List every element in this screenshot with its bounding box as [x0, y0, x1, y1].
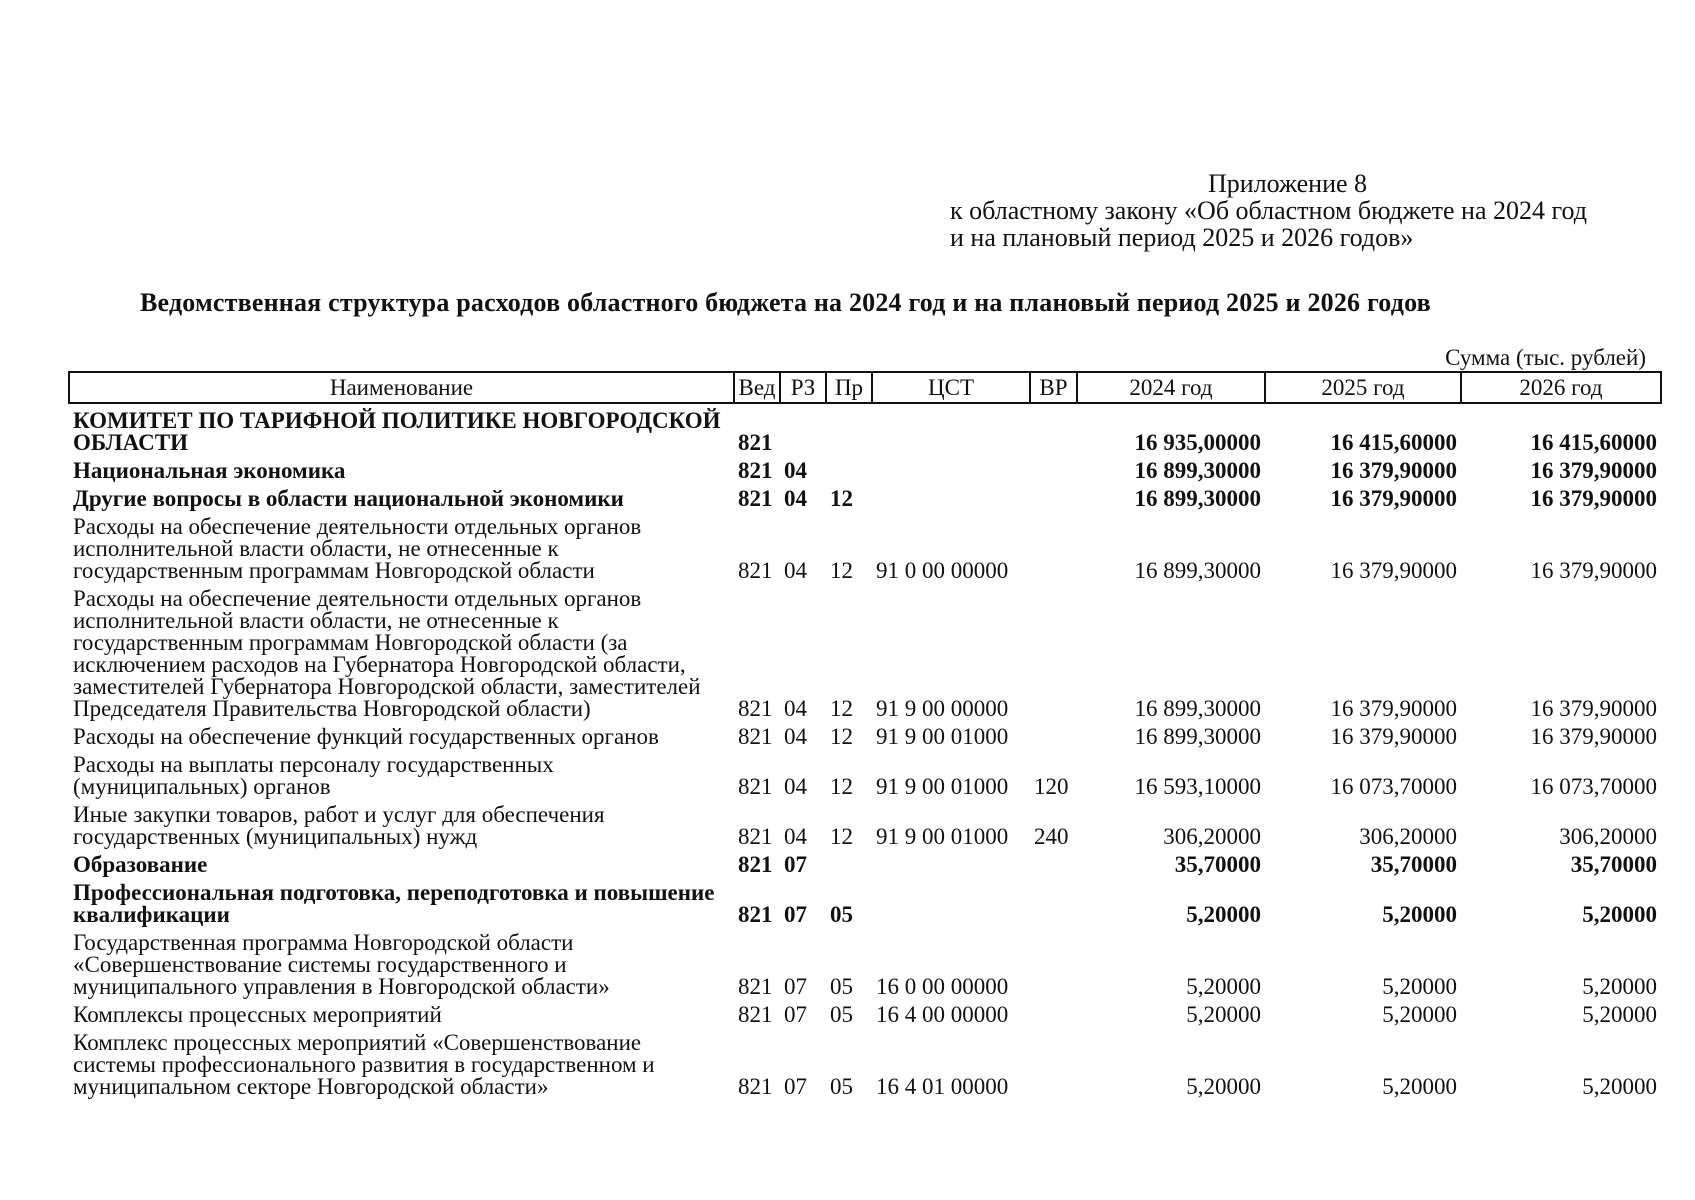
cell-rz: 07	[784, 852, 807, 877]
cell-pr	[826, 403, 872, 456]
cell-cst: 16 4 00 00000	[876, 1002, 1009, 1027]
cell-cst: 91 9 00 01000	[876, 724, 1009, 749]
cell-2026: 16 415,60000	[1530, 430, 1657, 455]
cell-cst: 91 9 00 01000	[876, 774, 1009, 799]
cell-pr: 12	[830, 724, 853, 749]
cell-2026: 16 379,90000	[1530, 696, 1657, 721]
table-row	[69, 722, 1661, 750]
cell-cst: 91 0 00 00000	[876, 558, 1009, 583]
cell-ved: 821	[738, 558, 773, 583]
cell-name: КОМИТЕТ ПО ТАРИФНОЙ ПОЛИТИКЕ НОВГОРОДСКОЙ ОБЛАСТИ	[73, 408, 721, 455]
cell-2025: 16 379,90000	[1330, 696, 1457, 721]
units-note: Сумма (тыс. рублей)	[1445, 345, 1646, 370]
cell-rz: 04	[784, 724, 807, 749]
appendix-line-1: к областному закону «Об областном бюджете на 2024 год	[950, 196, 1587, 225]
cell-2024: 5,20000	[1186, 974, 1261, 999]
header-cst: ЦСТ	[872, 372, 1030, 403]
cell-pr: 12	[830, 774, 853, 799]
document-title: Ведомственная структура расходов областного бюджета на 2024 год и на плановый период 2025 и 2026 годов	[140, 288, 1431, 317]
cell-rz: 07	[784, 974, 807, 999]
cell-2024: 16 899,30000	[1134, 486, 1261, 511]
cell-vr	[1030, 850, 1077, 878]
cell-rz	[780, 403, 826, 456]
header-2025: 2025 год	[1265, 372, 1461, 403]
cell-cst	[872, 456, 1030, 484]
cell-ved: 821	[738, 458, 773, 483]
cell-vr	[1030, 722, 1077, 750]
cell-2026: 5,20000	[1582, 974, 1657, 999]
table-row	[69, 584, 1661, 722]
cell-2024: 5,20000	[1186, 1002, 1261, 1027]
cell-cst: 91 9 00 00000	[876, 696, 1009, 721]
header-name: Наименование	[69, 372, 734, 403]
cell-2024: 16 899,30000	[1134, 724, 1261, 749]
cell-2024: 35,70000	[1174, 852, 1261, 877]
cell-ved: 821	[738, 696, 773, 721]
cell-ved: 821	[738, 430, 773, 455]
cell-2024: 16 935,00000	[1134, 430, 1261, 455]
cell-2026: 5,20000	[1582, 1002, 1657, 1027]
cell-rz: 04	[784, 824, 807, 849]
cell-name: Государственная программа Новгородской области «Совершенствование системы государственного и муниципального управления в Новгородской области»	[73, 930, 610, 999]
cell-ved: 821	[738, 724, 773, 749]
header-2024: 2024 год	[1077, 372, 1265, 403]
table-row	[69, 1000, 1661, 1028]
cell-pr	[826, 456, 872, 484]
cell-pr: 12	[830, 696, 853, 721]
cell-2025: 16 073,70000	[1330, 774, 1457, 799]
cell-pr: 12	[830, 486, 853, 511]
cell-ved: 821	[738, 974, 773, 999]
cell-vr	[1030, 1028, 1077, 1100]
appendix-title: Приложение 8	[1208, 169, 1368, 198]
cell-vr	[1030, 512, 1077, 584]
cell-ved: 821	[738, 902, 773, 927]
cell-2024: 16 593,10000	[1134, 774, 1261, 799]
cell-name: Иные закупки товаров, работ и услуг для обеспечения государственных (муниципальных) нужд	[73, 802, 605, 849]
cell-rz: 04	[784, 486, 807, 511]
cell-pr	[826, 850, 872, 878]
cell-name: Расходы на обеспечение деятельности отдельных органов исполнительной власти области, не отнесенные к государственным программам Новгородской области (за исключением расходов на Губернатора Новгородской области, заместителей Губернатора Новгородской области, заместителей Председателя Правительства Новгородской области)	[73, 586, 701, 721]
cell-ved: 821	[738, 1002, 773, 1027]
header-pr: Пр	[826, 372, 872, 403]
appendix-note	[950, 170, 1670, 251]
cell-name: Профессиональная подготовка, переподготовка и повышение квалификации	[73, 880, 715, 927]
cell-2025: 306,20000	[1359, 824, 1457, 849]
cell-2024: 5,20000	[1186, 902, 1261, 927]
cell-vr	[1030, 584, 1077, 722]
cell-cst	[872, 484, 1030, 512]
table-row	[69, 512, 1661, 584]
cell-name: Расходы на обеспечение функций государственных органов	[73, 724, 659, 749]
cell-vr: 120	[1034, 774, 1069, 799]
cell-pr: 12	[830, 824, 853, 849]
cell-cst	[872, 403, 1030, 456]
table-row	[69, 403, 1661, 456]
cell-2026: 5,20000	[1582, 1074, 1657, 1099]
cell-2024: 16 899,30000	[1134, 458, 1261, 483]
cell-name: Образование	[73, 852, 208, 877]
cell-name: Национальная экономика	[73, 458, 346, 483]
cell-2026: 16 379,90000	[1530, 558, 1657, 583]
table-row	[69, 800, 1661, 850]
table-row	[69, 878, 1661, 928]
cell-2025: 16 415,60000	[1330, 430, 1457, 455]
cell-2024: 16 899,30000	[1134, 696, 1261, 721]
cell-2026: 16 073,70000	[1530, 774, 1657, 799]
cell-2026: 16 379,90000	[1530, 724, 1657, 749]
header-2026: 2026 год	[1461, 372, 1661, 403]
cell-2025: 16 379,90000	[1330, 724, 1457, 749]
cell-vr	[1030, 403, 1077, 456]
cell-2026: 16 379,90000	[1530, 486, 1657, 511]
cell-vr: 240	[1034, 824, 1069, 849]
table-row	[69, 1028, 1661, 1100]
cell-cst: 16 4 01 00000	[876, 1074, 1009, 1099]
cell-rz: 04	[784, 458, 807, 483]
header-rz: РЗ	[780, 372, 826, 403]
cell-2026: 306,20000	[1559, 824, 1657, 849]
table-row	[69, 750, 1661, 800]
cell-cst	[872, 850, 1030, 878]
cell-2025: 16 379,90000	[1330, 558, 1457, 583]
cell-cst	[872, 878, 1030, 928]
cell-ved: 821	[738, 774, 773, 799]
cell-name: Комплекс процессных мероприятий «Совершенствование системы профессионального развития в государственном и муниципальном секторе Новгородской области»	[73, 1030, 655, 1099]
cell-ved: 821	[738, 486, 773, 511]
table-row	[69, 850, 1661, 878]
cell-rz: 04	[784, 558, 807, 583]
cell-vr	[1030, 878, 1077, 928]
cell-ved: 821	[738, 1074, 773, 1099]
cell-rz: 07	[784, 1074, 807, 1099]
cell-pr: 05	[830, 1002, 853, 1027]
cell-rz: 04	[784, 696, 807, 721]
cell-rz: 04	[784, 774, 807, 799]
cell-2025: 5,20000	[1382, 974, 1457, 999]
cell-2024: 5,20000	[1186, 1074, 1261, 1099]
cell-pr: 05	[830, 974, 853, 999]
header-vr: ВР	[1030, 372, 1077, 403]
cell-2025: 5,20000	[1382, 1074, 1457, 1099]
cell-2026: 16 379,90000	[1530, 458, 1657, 483]
cell-2025: 5,20000	[1382, 902, 1457, 927]
table-body	[69, 403, 1661, 1100]
table-row	[69, 456, 1661, 484]
cell-rz: 07	[784, 902, 807, 927]
cell-name: Расходы на выплаты персоналу государственных (муниципальных) органов	[73, 752, 554, 799]
cell-pr: 05	[830, 1074, 853, 1099]
cell-vr	[1030, 484, 1077, 512]
budget-table	[68, 371, 1662, 1100]
cell-vr	[1030, 1000, 1077, 1028]
cell-2025: 35,70000	[1370, 852, 1457, 877]
cell-pr: 05	[830, 902, 853, 927]
cell-name: Другие вопросы в области национальной экономики	[73, 486, 624, 511]
cell-vr	[1030, 928, 1077, 1000]
cell-2025: 5,20000	[1382, 1002, 1457, 1027]
cell-2024: 16 899,30000	[1134, 558, 1261, 583]
cell-2025: 16 379,90000	[1330, 486, 1457, 511]
cell-vr	[1030, 456, 1077, 484]
cell-cst: 16 0 00 00000	[876, 974, 1009, 999]
cell-name: Расходы на обеспечение деятельности отдельных органов исполнительной власти области, не отнесенные к государственным программам Новгородской области	[73, 514, 642, 583]
cell-ved: 821	[738, 852, 773, 877]
cell-name: Комплексы процессных мероприятий	[73, 1002, 442, 1027]
table-row	[69, 928, 1661, 1000]
cell-pr: 12	[830, 558, 853, 583]
table-row	[69, 484, 1661, 512]
cell-ved: 821	[738, 824, 773, 849]
cell-2025: 16 379,90000	[1330, 458, 1457, 483]
cell-2026: 35,70000	[1570, 852, 1657, 877]
table-header-row	[69, 372, 1661, 403]
cell-cst: 91 9 00 01000	[876, 824, 1009, 849]
cell-2024: 306,20000	[1163, 824, 1261, 849]
cell-rz: 07	[784, 1002, 807, 1027]
appendix-line-2: и на плановый период 2025 и 2026 годов»	[950, 223, 1414, 252]
cell-2026: 5,20000	[1582, 902, 1657, 927]
header-ved: Вед	[734, 372, 780, 403]
